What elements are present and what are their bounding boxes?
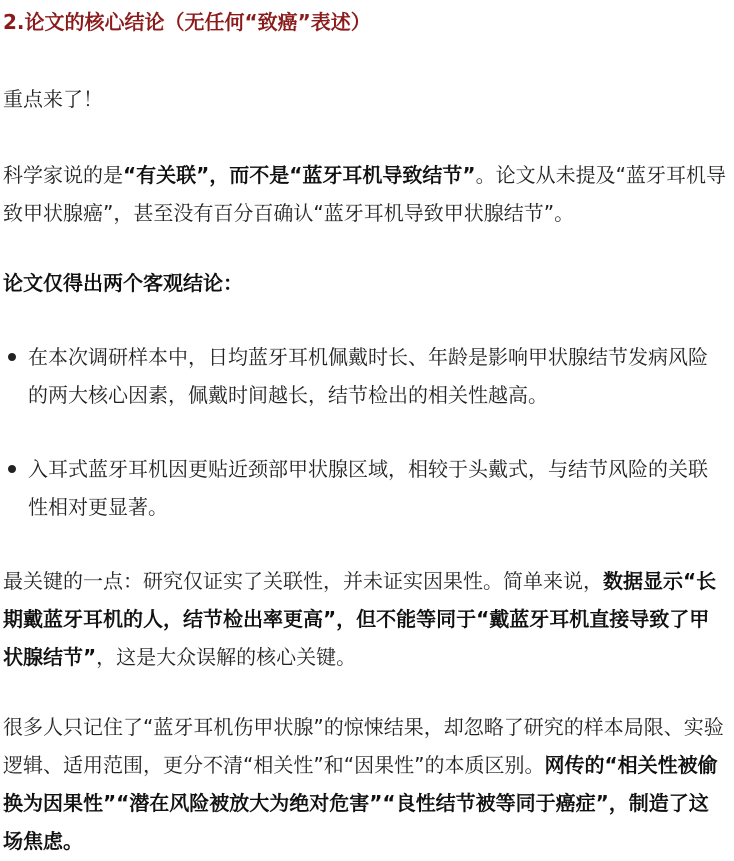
list-item: [3, 338, 726, 414]
paragraph-emphasis: 重点来了！: [3, 87, 103, 111]
paragraph-association: [3, 156, 726, 232]
paragraph-association-bold: “有关联”，而不是“蓝牙耳机导致结节”: [123, 163, 476, 187]
paragraph-key-point-tail: ，这是大众误解的核心关键。: [96, 645, 357, 669]
list-item-text: 在本次调研样本中，日均蓝牙耳机佩戴时长、年龄是影响甲状腺结节发病风险的两大核心因素，佩戴时间越长，结节检出的相关性越高。: [28, 345, 708, 407]
paragraph-key-point: [3, 562, 726, 676]
paragraph-misconception-lead: 很多人只记住了“蓝牙耳机伤甲状腺”的惊悚结果，却忽略了研究的样本局限、实验逻辑、适用范围，更分不清“相关性”和“因果性”的本质区别。: [3, 715, 724, 777]
paragraph-misconception-bold: 网传的“相关性被偷换为因果性”“潜在风险被放大为绝对危害”“良性结节被等同于癌症”，制造了这场焦虑。: [3, 753, 718, 853]
list-item-text: 入耳式蓝牙耳机因更贴近颈部甲状腺区域，相较于头戴式，与结节风险的关联性相对更显著。: [28, 457, 708, 519]
list-item: [3, 450, 726, 526]
conclusions-lead: [3, 264, 726, 302]
section-heading: 2.论文的核心结论（无任何“致癌”表述）: [3, 10, 371, 34]
bullet-icon: [8, 465, 16, 473]
conclusions-lead-text: 论文仅得出两个客观结论：: [3, 271, 243, 295]
paragraph-association-lead: 科学家说的是: [3, 163, 123, 187]
paragraph-key-point-bold: 数据显示“长期戴蓝牙耳机的人，结节检出率更高”，但不能等同于“戴蓝牙耳机直接导致了甲状腺结节”: [3, 569, 717, 669]
bullet-icon: [8, 353, 16, 361]
paragraph-association-tail: 。论文从未提及“蓝牙耳机导致甲状腺癌”，甚至没有百分百确认“蓝牙耳机导致甲状腺结节”。: [3, 163, 726, 225]
paragraph-key-point-lead: 最关键的一点：研究仅证实了关联性，并未证实因果性。简单来说，: [3, 569, 603, 593]
paragraph-misconception: [3, 708, 726, 860]
